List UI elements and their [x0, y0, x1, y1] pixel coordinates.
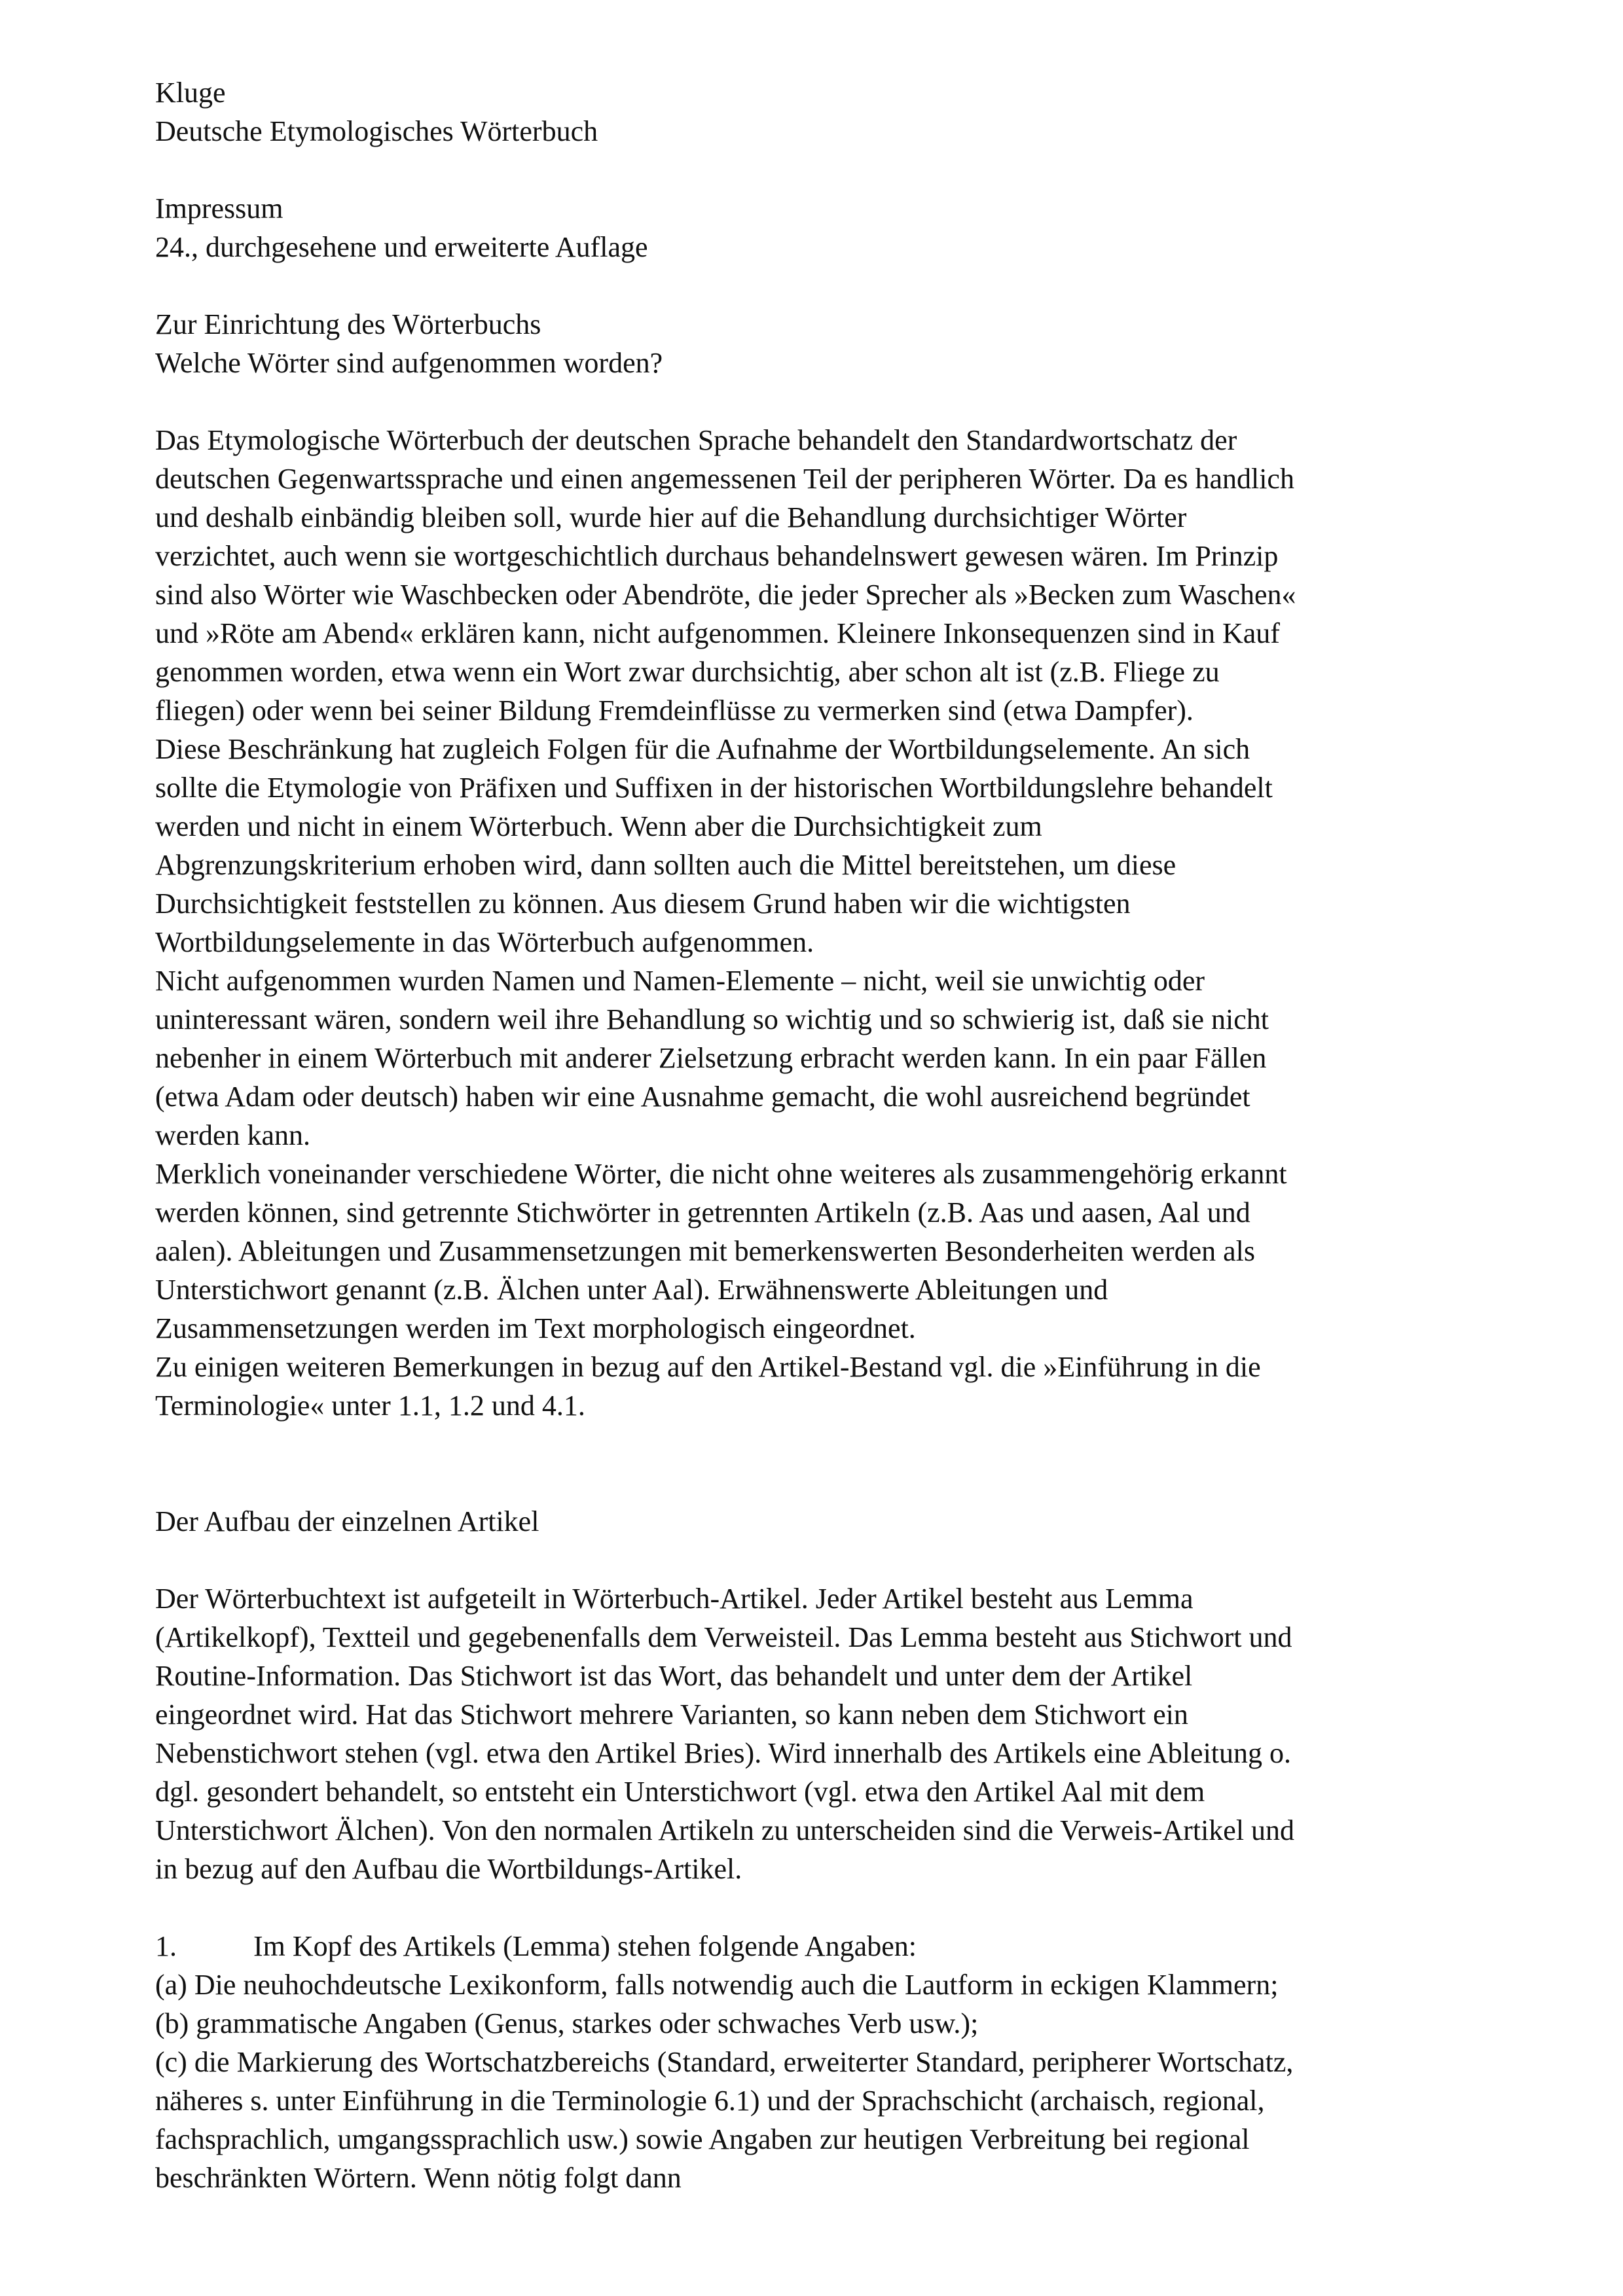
list-subitem-line: fachsprachlich, umgangssprachlich usw.) sowie Angaben zur heutigen Verbreitung bei regional	[155, 2123, 1250, 2155]
list-number: 1.	[155, 1930, 177, 1962]
paragraph-line: in bezug auf den Aufbau die Wortbildungs-Artikel.	[155, 1853, 742, 1885]
paragraph-line: verzichtet, auch wenn sie wortgeschichtlich durchaus behandelnswert gewesen wären. Im Prinzip	[155, 540, 1279, 572]
paragraph-line: und »Röte am Abend« erklären kann, nicht aufgenommen. Kleinere Inkonsequenzen sind in Kauf	[155, 617, 1280, 649]
paragraph-line: Diese Beschränkung hat zugleich Folgen für die Aufnahme der Wortbildungselemente. An sich	[155, 733, 1250, 765]
impressum-block	[155, 189, 1478, 266]
einrichtung-block	[155, 305, 1478, 382]
paragraph-line: Wortbildungselemente in das Wörterbuch aufgenommen.	[155, 926, 814, 958]
paragraph-line: sind also Wörter wie Waschbecken oder Abendröte, die jeder Sprecher als »Becken zum Waschen«	[155, 579, 1296, 611]
impressum-heading: Impressum	[155, 192, 283, 224]
list-item-intro	[155, 1927, 1478, 1965]
document-header	[155, 73, 1478, 151]
list-subitem-line: (b) grammatische Angaben (Genus, starkes oder schwaches Verb usw.);	[155, 2007, 979, 2039]
aufbau-heading-block	[155, 1502, 1478, 1541]
list-subitems	[155, 1965, 1478, 2197]
book-title: Deutsche Etymologisches Wörterbuch	[155, 115, 598, 147]
paragraph-line: Unterstichwort Älchen). Von den normalen Artikeln zu unterscheiden sind die Verweis-Artikel und	[155, 1814, 1295, 1846]
paragraph-line: Das Etymologische Wörterbuch der deutschen Sprache behandelt den Standardwortschatz der	[155, 424, 1237, 456]
paragraph-line: deutschen Gegenwartssprache und einen angemessenen Teil der peripheren Wörter. Da es handlich	[155, 463, 1294, 495]
paragraph-line: werden können, sind getrennte Stichwörter in getrennten Artikeln (z.B. Aas und aasen, Aal und	[155, 1196, 1250, 1229]
section-aufbau-artikel	[155, 1579, 1478, 1888]
paragraph-line: Der Wörterbuchtext ist aufgeteilt in Wörterbuch-Artikel. Jeder Artikel besteht aus Lemma	[155, 1583, 1194, 1615]
paragraph-line: werden und nicht in einem Wörterbuch. Wenn aber die Durchsichtigkeit zum	[155, 810, 1042, 842]
paragraph-line: (etwa Adam oder deutsch) haben wir eine Ausnahme gemacht, die wohl ausreichend begründet	[155, 1081, 1250, 1113]
list-subitem-line: beschränkten Wörtern. Wenn nötig folgt dann	[155, 2162, 682, 2194]
paragraph-line: Unterstichwort genannt (z.B. Älchen unter Aal). Erwähnenswerte Ableitungen und	[155, 1274, 1108, 1306]
list-intro-text: Im Kopf des Artikels (Lemma) stehen folgende Angaben:	[253, 1930, 917, 1962]
paragraph-line: Zu einigen weiteren Bemerkungen in bezug auf den Artikel-Bestand vgl. die »Einführung in die	[155, 1351, 1261, 1383]
paragraph-line: Terminologie« unter 1.1, 1.2 und 4.1.	[155, 1390, 585, 1422]
paragraph-line: werden kann.	[155, 1119, 311, 1151]
list-subitem-line: (c) die Markierung des Wortschatzbereichs (Standard, erweiterter Standard, peripherer Wortschatz,	[155, 2046, 1294, 2078]
section-aufgenommene-woerter	[155, 421, 1478, 1425]
paragraph-line: Durchsichtigkeit feststellen zu können. Aus diesem Grund haben wir die wichtigsten	[155, 888, 1131, 920]
paragraph-line: aalen). Ableitungen und Zusammensetzungen mit bemerkenswerten Besonderheiten werden als	[155, 1235, 1256, 1267]
numbered-list	[155, 1927, 1478, 2197]
paragraph-line: eingeordnet wird. Hat das Stichwort mehrere Varianten, so kann neben dem Stichwort ein	[155, 1698, 1188, 1731]
paragraph-line: Nicht aufgenommen wurden Namen und Namen-Elemente – nicht, weil sie unwichtig oder	[155, 965, 1205, 997]
einrichtung-subheading: Welche Wörter sind aufgenommen worden?	[155, 347, 663, 379]
paragraph-line: dgl. gesondert behandelt, so entsteht ein Unterstichwort (vgl. etwa den Artikel Aal mit dem	[155, 1776, 1205, 1808]
paragraph-line: nebenher in einem Wörterbuch mit anderer Zielsetzung erbracht werden kann. In ein paar Fällen	[155, 1042, 1267, 1074]
einrichtung-heading: Zur Einrichtung des Wörterbuchs	[155, 308, 541, 340]
list-subitem-line: näheres s. unter Einführung in die Terminologie 6.1) und der Sprachschicht (archaisch, regional,	[155, 2085, 1265, 2117]
paragraph-line: uninteressant wären, sondern weil ihre Behandlung so wichtig und so schwierig ist, daß sie nicht	[155, 1003, 1269, 1035]
author-name: Kluge	[155, 77, 226, 109]
paragraph-line: Merklich voneinander verschiedene Wörter, die nicht ohne weiteres als zusammengehörig erkannt	[155, 1158, 1287, 1190]
document-page	[155, 73, 1478, 2197]
paragraph-line: Zusammensetzungen werden im Text morphologisch eingeordnet.	[155, 1312, 916, 1344]
list-subitem-line: (a) Die neuhochdeutsche Lexikonform, falls notwendig auch die Lautform in eckigen Klammern;	[155, 1969, 1279, 2001]
paragraph-line: sollte die Etymologie von Präfixen und Suffixen in der historischen Wortbildungslehre behandelt	[155, 772, 1273, 804]
paragraph-line: fliegen) oder wenn bei seiner Bildung Fremdeinflüsse zu vermerken sind (etwa Dampfer).	[155, 694, 1194, 726]
paragraph-line: Nebenstichwort stehen (vgl. etwa den Artikel Bries). Wird innerhalb des Artikels eine Ableitung o.	[155, 1737, 1292, 1769]
paragraph-line: (Artikelkopf), Textteil und gegebenenfalls dem Verweisteil. Das Lemma besteht aus Stichwort und	[155, 1621, 1292, 1653]
edition-line: 24., durchgesehene und erweiterte Auflage	[155, 231, 648, 263]
paragraph-line: Routine-Information. Das Stichwort ist das Wort, das behandelt und unter dem der Artikel	[155, 1660, 1193, 1692]
paragraph-line: und deshalb einbändig bleiben soll, wurde hier auf die Behandlung durchsichtiger Wörter	[155, 501, 1187, 533]
paragraph-line: genommen worden, etwa wenn ein Wort zwar durchsichtig, aber schon alt ist (z.B. Fliege zu	[155, 656, 1220, 688]
paragraph-line: Abgrenzungskriterium erhoben wird, dann sollten auch die Mittel bereitstehen, um diese	[155, 849, 1176, 881]
aufbau-heading: Der Aufbau der einzelnen Artikel	[155, 1505, 539, 1537]
